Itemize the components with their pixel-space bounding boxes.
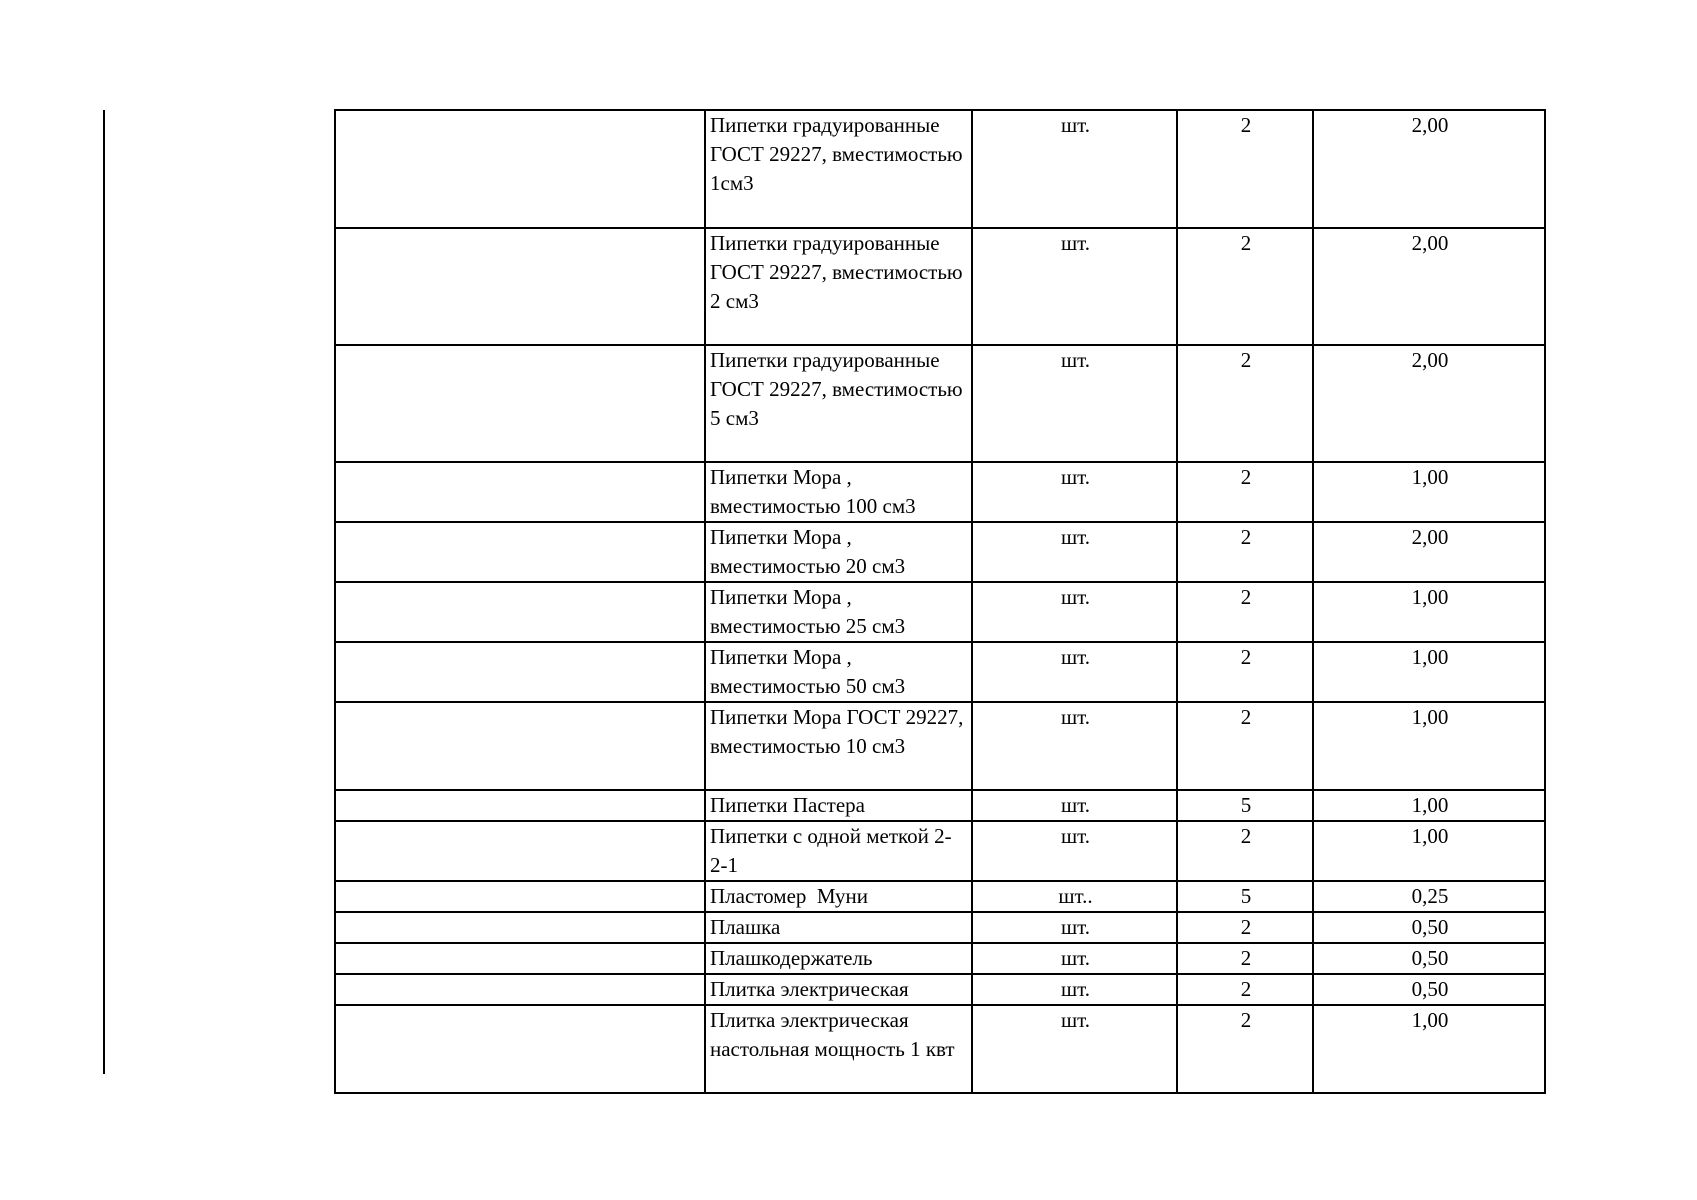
blank-cell	[335, 943, 705, 974]
item-name: Пипетки градуированные ГОСТ 29227, вместимостью 5 см3	[705, 345, 972, 462]
item-quantity: 5	[1177, 790, 1313, 821]
table-row	[335, 228, 1545, 345]
table-row	[335, 345, 1545, 462]
item-value: 0,50	[1313, 912, 1545, 943]
blank-cell	[335, 228, 705, 345]
table-row	[335, 1005, 1545, 1093]
item-unit: шт.	[972, 1005, 1177, 1093]
table-row	[335, 462, 1545, 522]
item-quantity: 2	[1177, 943, 1313, 974]
item-value: 0,25	[1313, 881, 1545, 912]
item-quantity: 2	[1177, 462, 1313, 522]
left-margin-rule	[103, 110, 105, 1074]
item-quantity: 2	[1177, 974, 1313, 1005]
blank-cell	[335, 821, 705, 881]
blank-cell	[335, 974, 705, 1005]
item-name: Плитка электрическая	[705, 974, 972, 1005]
table-row	[335, 522, 1545, 582]
item-unit: шт.	[972, 821, 1177, 881]
item-name: Пипетки с одной меткой 2-2-1	[705, 821, 972, 881]
item-value: 2,00	[1313, 228, 1545, 345]
item-quantity: 2	[1177, 821, 1313, 881]
item-unit: шт.	[972, 702, 1177, 790]
table-row	[335, 582, 1545, 642]
table-row	[335, 881, 1545, 912]
item-value: 1,00	[1313, 1005, 1545, 1093]
item-value: 1,00	[1313, 790, 1545, 821]
equipment-table	[334, 109, 1546, 1094]
blank-cell	[335, 522, 705, 582]
item-quantity: 2	[1177, 642, 1313, 702]
item-name: Пипетки градуированные ГОСТ 29227, вместимостью 2 см3	[705, 228, 972, 345]
item-quantity: 2	[1177, 1005, 1313, 1093]
item-unit: шт.	[972, 912, 1177, 943]
item-quantity: 2	[1177, 702, 1313, 790]
blank-cell	[335, 642, 705, 702]
blank-cell	[335, 462, 705, 522]
blank-cell	[335, 110, 705, 228]
blank-cell	[335, 790, 705, 821]
item-value: 1,00	[1313, 582, 1545, 642]
item-value: 1,00	[1313, 702, 1545, 790]
item-quantity: 2	[1177, 345, 1313, 462]
item-name: Плашкодержатель	[705, 943, 972, 974]
table-row	[335, 642, 1545, 702]
table-row	[335, 974, 1545, 1005]
item-value: 2,00	[1313, 522, 1545, 582]
item-value: 1,00	[1313, 462, 1545, 522]
item-value: 0,50	[1313, 974, 1545, 1005]
item-quantity: 2	[1177, 228, 1313, 345]
item-name: Пипетки Мора , вместимостью 50 см3	[705, 642, 972, 702]
item-name: Пипетки Пастера	[705, 790, 972, 821]
item-quantity: 2	[1177, 522, 1313, 582]
item-value: 1,00	[1313, 821, 1545, 881]
item-unit: шт.	[972, 943, 1177, 974]
blank-cell	[335, 345, 705, 462]
blank-cell	[335, 582, 705, 642]
item-quantity: 2	[1177, 912, 1313, 943]
table-row	[335, 702, 1545, 790]
item-name: Пипетки Мора ГОСТ 29227, вместимостью 10 см3	[705, 702, 972, 790]
table-row	[335, 110, 1545, 228]
table-row	[335, 821, 1545, 881]
item-unit: шт.	[972, 462, 1177, 522]
item-name: Пластомер Муни	[705, 881, 972, 912]
item-name: Пипетки Мора , вместимостью 100 см3	[705, 462, 972, 522]
item-unit: шт.	[972, 345, 1177, 462]
item-value: 0,50	[1313, 943, 1545, 974]
item-name: Пипетки Мора , вместимостью 20 см3	[705, 522, 972, 582]
item-unit: шт..	[972, 881, 1177, 912]
item-name: Плашка	[705, 912, 972, 943]
blank-cell	[335, 912, 705, 943]
item-value: 1,00	[1313, 642, 1545, 702]
item-quantity: 2	[1177, 110, 1313, 228]
table-row	[335, 943, 1545, 974]
table-row	[335, 790, 1545, 821]
item-value: 2,00	[1313, 110, 1545, 228]
item-quantity: 5	[1177, 881, 1313, 912]
blank-cell	[335, 702, 705, 790]
table-row	[335, 912, 1545, 943]
item-unit: шт.	[972, 582, 1177, 642]
item-value: 2,00	[1313, 345, 1545, 462]
item-unit: шт.	[972, 228, 1177, 345]
item-unit: шт.	[972, 642, 1177, 702]
item-unit: шт.	[972, 110, 1177, 228]
blank-cell	[335, 881, 705, 912]
item-name: Плитка электрическая настольная мощность 1 квт	[705, 1005, 972, 1093]
item-unit: шт.	[972, 522, 1177, 582]
item-unit: шт.	[972, 974, 1177, 1005]
item-unit: шт.	[972, 790, 1177, 821]
item-quantity: 2	[1177, 582, 1313, 642]
item-name: Пипетки градуированные ГОСТ 29227, вместимостью 1см3	[705, 110, 972, 228]
blank-cell	[335, 1005, 705, 1093]
item-name: Пипетки Мора , вместимостью 25 см3	[705, 582, 972, 642]
